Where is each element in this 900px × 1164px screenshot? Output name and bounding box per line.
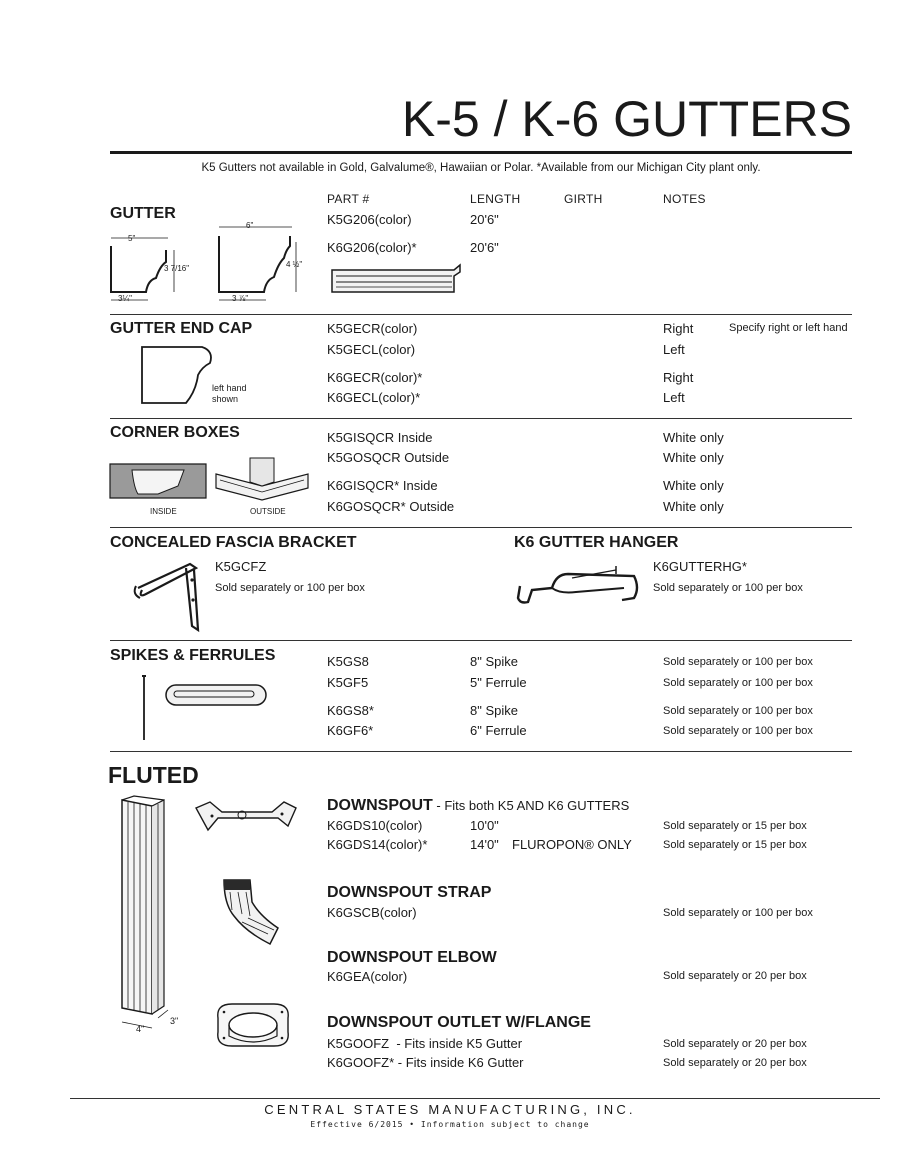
- gutter-hanger-image: [512, 560, 652, 608]
- downspout-extra: FLUROPON® ONLY: [512, 837, 632, 852]
- header-part: PART #: [327, 192, 370, 206]
- fascia-bracket-heading: CONCEALED FASCIA BRACKET: [110, 534, 357, 551]
- spike-part: K5GF5: [327, 675, 369, 690]
- hanger-note: Sold separately or 100 per box: [653, 582, 803, 594]
- end-cap-part: K6GECL(color)*: [327, 390, 421, 405]
- fascia-bracket-part: K5GCFZ: [215, 559, 267, 574]
- gutter-length: 20'6": [470, 212, 499, 227]
- header-notes: NOTES: [663, 192, 706, 206]
- end-cap-part: K5GECL(color): [327, 342, 416, 357]
- gutter-length: 20'6": [470, 240, 499, 255]
- hanger-part: K6GUTTERHG*: [653, 559, 747, 574]
- end-cap-note: Left: [663, 390, 685, 405]
- corner-box-part: K6GISQCR* Inside: [327, 478, 438, 493]
- outside-corner-image: [212, 452, 312, 504]
- corner-box-note: White only: [663, 478, 724, 493]
- title-divider: [110, 151, 852, 154]
- fluted-heading: FLUTED: [108, 762, 199, 788]
- section-divider: [110, 527, 852, 528]
- downspout-outlet-image: [212, 1000, 294, 1050]
- elbow-note: Sold separately or 20 per box: [663, 970, 807, 982]
- outlet-note: Sold separately or 20 per box: [663, 1057, 807, 1069]
- gutter-heading: GUTTER: [110, 205, 176, 222]
- k6-height-dim: 4 ½": [286, 260, 303, 269]
- strap-note: Sold separately or 100 per box: [663, 907, 813, 919]
- corner-boxes-heading: CORNER BOXES: [110, 424, 240, 441]
- spike-part: K6GF6*: [327, 723, 374, 738]
- strap-part: K6GSCB(color): [327, 905, 417, 920]
- footer-divider: [70, 1098, 880, 1099]
- end-cap-part: K6GECR(color)*: [327, 370, 423, 385]
- downspout-title: DOWNSPOUT: [327, 797, 433, 814]
- footer-company: CENTRAL STATES MANUFACTURING, INC.: [264, 1102, 636, 1117]
- strap-heading: DOWNSPOUT STRAP: [327, 884, 492, 901]
- elbow-part: K6GEA(color): [327, 969, 408, 984]
- hanger-heading: K6 GUTTER HANGER: [514, 534, 679, 551]
- end-cap-caption: shown: [212, 394, 239, 404]
- end-cap-note: Right: [663, 321, 694, 336]
- gutter-part: K6G206(color)*: [327, 240, 417, 255]
- downspout-part: K6GDS14(color)*: [327, 837, 428, 852]
- end-cap-heading: GUTTER END CAP: [110, 320, 253, 337]
- footer-effective: Effective 6/2015 • Information subject to change: [310, 1120, 590, 1129]
- corner-box-part: K6GOSQCR* Outside: [327, 499, 455, 514]
- gutter-part: K5G206(color): [327, 212, 412, 227]
- section-divider: [110, 640, 852, 641]
- availability-note: K5 Gutters not available in Gold, Galvalume®, Hawaiian or Polar. *Available from our Michigan City plant only.: [201, 162, 761, 174]
- corner-box-note: White only: [663, 430, 724, 445]
- spike-length: 8" Spike: [470, 703, 518, 718]
- fascia-bracket-image: [132, 560, 212, 632]
- k6-top-dim: 6": [246, 221, 254, 230]
- page-title: K-5 / K-6 GUTTERS: [401, 91, 852, 147]
- corner-box-note: White only: [663, 450, 724, 465]
- end-cap-note: Left: [663, 342, 685, 357]
- outlet-part: K5GOOFZ - Fits inside K5 Gutter: [327, 1036, 523, 1051]
- ferrule-image: [164, 682, 270, 708]
- spike-note: Sold separately or 100 per box: [663, 656, 813, 668]
- end-cap-note: Right: [663, 370, 694, 385]
- corner-box-part: K5GISQCR Inside: [327, 430, 433, 445]
- end-cap-image: [140, 345, 215, 407]
- downspout-note: Sold separately or 15 per box: [663, 839, 807, 851]
- downspout-length: 10'0": [470, 818, 499, 833]
- elbow-heading: DOWNSPOUT ELBOW: [327, 949, 497, 966]
- downspout-note: Sold separately or 15 per box: [663, 820, 807, 832]
- end-cap-part: K5GECR(color): [327, 321, 418, 336]
- spike-note: Sold separately or 100 per box: [663, 725, 813, 737]
- spike-part: K6GS8*: [327, 703, 374, 718]
- section-divider: [110, 751, 852, 752]
- spike-note: Sold separately or 100 per box: [663, 677, 813, 689]
- outlet-heading: DOWNSPOUT OUTLET W/FLANGE: [327, 1014, 591, 1031]
- header-girth: GIRTH: [564, 192, 603, 206]
- downspout-strap-image: [192, 798, 300, 834]
- end-cap-caption: left hand: [212, 383, 247, 393]
- outlet-note: Sold separately or 20 per box: [663, 1038, 807, 1050]
- section-divider: [110, 418, 852, 419]
- k5-height-dim: 3 7/16": [164, 264, 190, 273]
- downspout-elbow-image: [220, 876, 282, 948]
- downspout-depth-dim: 3": [170, 1016, 179, 1026]
- k5-top-dim: 5": [128, 234, 136, 243]
- outside-label: OUTSIDE: [250, 507, 286, 516]
- outlet-part: K6GOOFZ* - Fits inside K6 Gutter: [327, 1055, 524, 1070]
- spike-image: [136, 674, 150, 744]
- spike-length: 5" Ferrule: [470, 675, 527, 690]
- spikes-heading: SPIKES & FERRULES: [110, 647, 276, 664]
- spike-length: 8" Spike: [470, 654, 518, 669]
- fluted-downspout-image: [112, 796, 170, 1036]
- spike-note: Sold separately or 100 per box: [663, 705, 813, 717]
- downspout-length: 14'0": [470, 837, 499, 852]
- downspout-width-dim: 4": [136, 1024, 145, 1034]
- spike-length: 6" Ferrule: [470, 723, 527, 738]
- downspout-heading: [327, 797, 629, 815]
- corner-box-part: K5GOSQCR Outside: [327, 450, 450, 465]
- k6-bottom-dim: 3 ⅞": [232, 294, 249, 303]
- inside-label: INSIDE: [150, 507, 177, 516]
- k5-bottom-dim: 3¼": [118, 294, 132, 303]
- fascia-bracket-note: Sold separately or 100 per box: [215, 582, 365, 594]
- downspout-part: K6GDS10(color): [327, 818, 423, 833]
- end-cap-side-note: Specify right or left hand: [729, 322, 848, 334]
- inside-corner-image: [108, 460, 210, 502]
- section-divider: [110, 314, 852, 315]
- gutter-length-image: [328, 262, 464, 298]
- corner-box-note: White only: [663, 499, 724, 514]
- downspout-subtitle: - Fits both K5 AND K6 GUTTERS: [432, 798, 630, 813]
- header-length: LENGTH: [470, 192, 521, 206]
- spike-part: K5GS8: [327, 654, 369, 669]
